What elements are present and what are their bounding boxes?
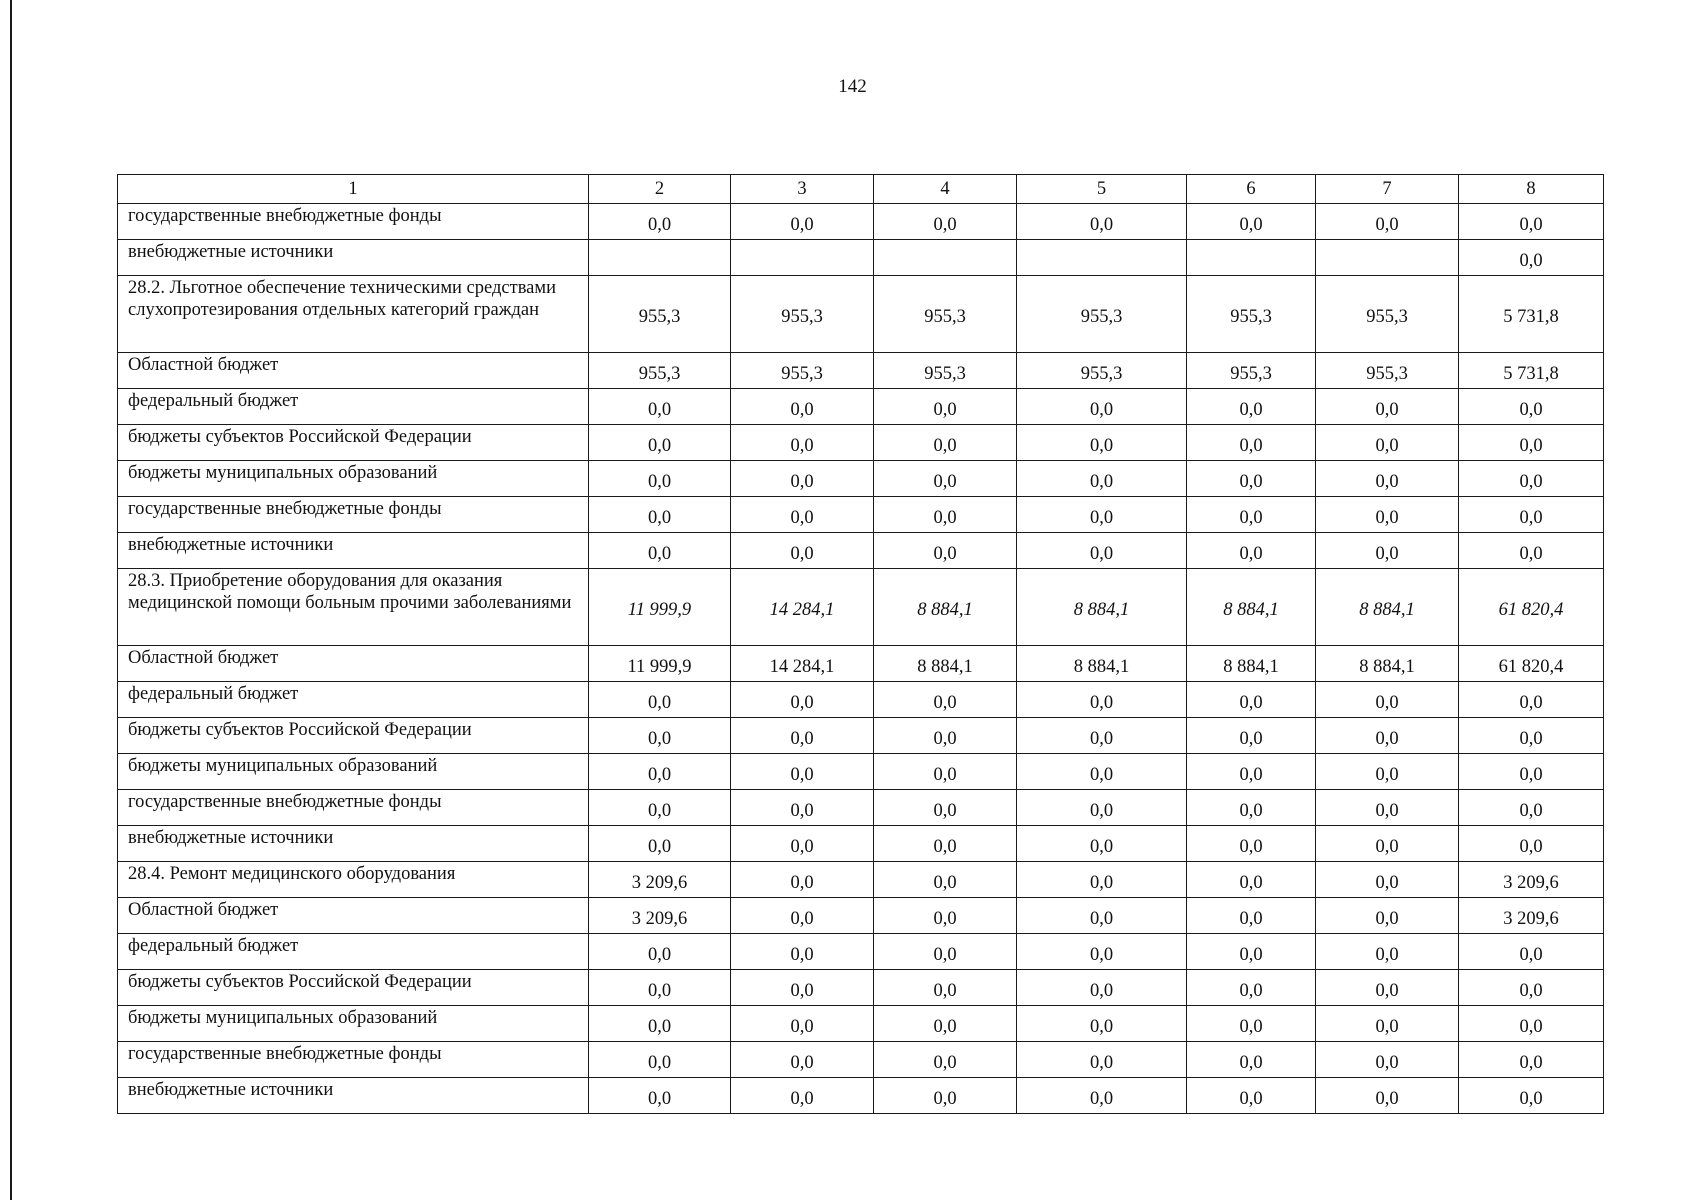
row-label: внебюджетные источники (118, 826, 589, 862)
value-cell: 0,0 (1187, 1006, 1316, 1042)
value-cell: 0,0 (1017, 1078, 1187, 1114)
value-cell: 955,3 (1017, 353, 1187, 389)
value-cell: 0,0 (1459, 1042, 1604, 1078)
value-cell: 0,0 (1316, 461, 1459, 497)
value-cell: 0,0 (1316, 497, 1459, 533)
value-cell: 61 820,4 (1459, 646, 1604, 682)
value-cell: 0,0 (589, 533, 731, 569)
value-cell: 0,0 (1459, 389, 1604, 425)
value-cell: 0,0 (1459, 970, 1604, 1006)
value-cell: 11 999,9 (589, 569, 731, 646)
row-label: федеральный бюджет (118, 682, 589, 718)
table-row (118, 970, 1604, 1006)
page-number: 142 (838, 76, 867, 97)
value-cell: 0,0 (1017, 497, 1187, 533)
value-cell: 0,0 (589, 389, 731, 425)
value-cell: 0,0 (589, 1006, 731, 1042)
row-label: 28.2. Льготное обеспечение техническими средствами слухопротезирования отдельных категорий граждан (118, 276, 589, 353)
table-row (118, 276, 1604, 353)
value-cell: 0,0 (1459, 790, 1604, 826)
value-cell: 0,0 (874, 754, 1017, 790)
value-cell: 0,0 (1017, 461, 1187, 497)
value-cell: 0,0 (731, 1006, 874, 1042)
value-cell: 0,0 (1459, 1006, 1604, 1042)
page-edge-line (10, 0, 12, 1200)
value-cell: 0,0 (1017, 682, 1187, 718)
row-label: бюджеты муниципальных образований (118, 754, 589, 790)
value-cell: 8 884,1 (1316, 569, 1459, 646)
value-cell: 0,0 (1187, 1078, 1316, 1114)
value-cell: 0,0 (589, 461, 731, 497)
value-cell: 8 884,1 (1187, 569, 1316, 646)
value-cell: 0,0 (589, 497, 731, 533)
value-cell: 0,0 (1459, 826, 1604, 862)
value-cell: 0,0 (1459, 754, 1604, 790)
value-cell: 0,0 (1187, 389, 1316, 425)
value-cell: 0,0 (1187, 461, 1316, 497)
value-cell: 0,0 (1316, 754, 1459, 790)
value-cell: 0,0 (731, 718, 874, 754)
row-label: Областной бюджет (118, 353, 589, 389)
value-cell: 0,0 (731, 389, 874, 425)
row-label: Областной бюджет (118, 898, 589, 934)
value-cell: 0,0 (589, 754, 731, 790)
value-cell: 0,0 (874, 1042, 1017, 1078)
value-cell: 8 884,1 (874, 646, 1017, 682)
value-cell: 8 884,1 (874, 569, 1017, 646)
table-row (118, 569, 1604, 646)
value-cell: 0,0 (1316, 533, 1459, 569)
table-header-row (118, 175, 1604, 204)
table-row (118, 389, 1604, 425)
value-cell: 0,0 (589, 970, 731, 1006)
value-cell: 0,0 (1187, 826, 1316, 862)
value-cell: 0,0 (874, 934, 1017, 970)
value-cell: 0,0 (1017, 790, 1187, 826)
value-cell: 14 284,1 (731, 646, 874, 682)
table-row (118, 862, 1604, 898)
value-cell: 0,0 (1316, 970, 1459, 1006)
value-cell: 0,0 (731, 754, 874, 790)
column-header: 7 (1316, 175, 1459, 204)
value-cell: 0,0 (589, 826, 731, 862)
row-label: внебюджетные источники (118, 240, 589, 276)
table-row (118, 533, 1604, 569)
row-label: внебюджетные источники (118, 533, 589, 569)
value-cell: 0,0 (1187, 1042, 1316, 1078)
value-cell: 0,0 (731, 682, 874, 718)
value-cell: 5 731,8 (1459, 353, 1604, 389)
value-cell: 0,0 (1316, 862, 1459, 898)
row-label: 28.4. Ремонт медицинского оборудования (118, 862, 589, 898)
value-cell: 0,0 (1017, 898, 1187, 934)
value-cell: 0,0 (1459, 718, 1604, 754)
value-cell: 0,0 (1459, 240, 1604, 276)
table-row (118, 754, 1604, 790)
table-row (118, 646, 1604, 682)
row-label: бюджеты субъектов Российской Федерации (118, 425, 589, 461)
value-cell: 0,0 (1316, 1006, 1459, 1042)
value-cell: 0,0 (1017, 389, 1187, 425)
value-cell: 0,0 (874, 970, 1017, 1006)
value-cell: 0,0 (1187, 425, 1316, 461)
value-cell: 0,0 (1459, 204, 1604, 240)
value-cell: 955,3 (1017, 276, 1187, 353)
value-cell: 0,0 (1187, 790, 1316, 826)
value-cell: 0,0 (1017, 826, 1187, 862)
table-row (118, 461, 1604, 497)
table-row (118, 425, 1604, 461)
value-cell: 0,0 (731, 204, 874, 240)
table-row (118, 1006, 1604, 1042)
value-cell: 0,0 (731, 790, 874, 826)
value-cell: 0,0 (1017, 754, 1187, 790)
value-cell: 0,0 (1017, 425, 1187, 461)
value-cell: 0,0 (874, 862, 1017, 898)
value-cell: 8 884,1 (1017, 646, 1187, 682)
value-cell: 955,3 (1187, 276, 1316, 353)
row-label: бюджеты муниципальных образований (118, 1006, 589, 1042)
value-cell: 0,0 (874, 204, 1017, 240)
row-label: государственные внебюджетные фонды (118, 790, 589, 826)
value-cell (589, 240, 731, 276)
value-cell: 0,0 (589, 1078, 731, 1114)
value-cell: 0,0 (589, 425, 731, 461)
value-cell: 0,0 (589, 204, 731, 240)
row-label: государственные внебюджетные фонды (118, 204, 589, 240)
value-cell (1316, 240, 1459, 276)
value-cell: 0,0 (589, 790, 731, 826)
value-cell: 0,0 (731, 1078, 874, 1114)
value-cell: 8 884,1 (1187, 646, 1316, 682)
table-row (118, 497, 1604, 533)
value-cell: 0,0 (1017, 934, 1187, 970)
row-label: государственные внебюджетные фонды (118, 1042, 589, 1078)
row-label: бюджеты субъектов Российской Федерации (118, 718, 589, 754)
value-cell: 0,0 (731, 425, 874, 461)
value-cell: 0,0 (1187, 718, 1316, 754)
value-cell: 0,0 (1316, 826, 1459, 862)
value-cell: 0,0 (1187, 754, 1316, 790)
value-cell: 3 209,6 (589, 898, 731, 934)
value-cell: 0,0 (1459, 425, 1604, 461)
value-cell: 0,0 (874, 898, 1017, 934)
column-header: 3 (731, 175, 874, 204)
table-row (118, 240, 1604, 276)
table-row (118, 1042, 1604, 1078)
column-header: 6 (1187, 175, 1316, 204)
value-cell: 955,3 (1316, 353, 1459, 389)
value-cell (874, 240, 1017, 276)
column-header: 5 (1017, 175, 1187, 204)
table-row (118, 204, 1604, 240)
value-cell: 0,0 (1187, 497, 1316, 533)
value-cell: 0,0 (731, 497, 874, 533)
value-cell: 0,0 (1459, 533, 1604, 569)
value-cell: 955,3 (731, 353, 874, 389)
value-cell: 14 284,1 (731, 569, 874, 646)
row-label: государственные внебюджетные фонды (118, 497, 589, 533)
value-cell: 955,3 (731, 276, 874, 353)
value-cell (1017, 240, 1187, 276)
value-cell: 0,0 (874, 533, 1017, 569)
value-cell: 0,0 (1316, 425, 1459, 461)
row-label: 28.3. Приобретение оборудования для оказания медицинской помощи больным прочими заболеваниями (118, 569, 589, 646)
value-cell: 0,0 (1017, 970, 1187, 1006)
value-cell: 955,3 (1316, 276, 1459, 353)
table-row (118, 718, 1604, 754)
value-cell: 0,0 (1017, 533, 1187, 569)
value-cell: 955,3 (589, 353, 731, 389)
value-cell: 0,0 (1316, 682, 1459, 718)
value-cell: 955,3 (589, 276, 731, 353)
value-cell: 0,0 (874, 425, 1017, 461)
value-cell: 11 999,9 (589, 646, 731, 682)
value-cell: 955,3 (1187, 353, 1316, 389)
column-header: 8 (1459, 175, 1604, 204)
row-label: бюджеты субъектов Российской Федерации (118, 970, 589, 1006)
value-cell: 0,0 (874, 1006, 1017, 1042)
value-cell: 0,0 (731, 461, 874, 497)
value-cell: 0,0 (874, 1078, 1017, 1114)
budget-table-body (118, 175, 1604, 1114)
table-row (118, 898, 1604, 934)
value-cell: 0,0 (1187, 682, 1316, 718)
row-label: федеральный бюджет (118, 934, 589, 970)
budget-table (117, 174, 1604, 1114)
value-cell: 0,0 (1316, 204, 1459, 240)
value-cell: 0,0 (1316, 898, 1459, 934)
value-cell: 0,0 (731, 826, 874, 862)
value-cell: 0,0 (1187, 934, 1316, 970)
table-row (118, 790, 1604, 826)
value-cell: 0,0 (1187, 533, 1316, 569)
value-cell: 3 209,6 (589, 862, 731, 898)
value-cell: 3 209,6 (1459, 862, 1604, 898)
value-cell: 8 884,1 (1316, 646, 1459, 682)
value-cell: 0,0 (1017, 1042, 1187, 1078)
value-cell: 0,0 (874, 497, 1017, 533)
value-cell: 0,0 (874, 461, 1017, 497)
value-cell: 0,0 (1017, 862, 1187, 898)
value-cell: 5 731,8 (1459, 276, 1604, 353)
value-cell (1187, 240, 1316, 276)
table-row (118, 1078, 1604, 1114)
value-cell (731, 240, 874, 276)
value-cell: 0,0 (731, 934, 874, 970)
value-cell: 0,0 (874, 389, 1017, 425)
value-cell: 0,0 (1459, 1078, 1604, 1114)
value-cell: 0,0 (731, 1042, 874, 1078)
value-cell: 0,0 (1316, 718, 1459, 754)
value-cell: 0,0 (1017, 718, 1187, 754)
value-cell: 8 884,1 (1017, 569, 1187, 646)
value-cell: 0,0 (874, 790, 1017, 826)
value-cell: 0,0 (731, 862, 874, 898)
row-label: Областной бюджет (118, 646, 589, 682)
value-cell: 0,0 (1017, 204, 1187, 240)
value-cell: 0,0 (1187, 970, 1316, 1006)
value-cell: 0,0 (1316, 1078, 1459, 1114)
value-cell: 955,3 (874, 353, 1017, 389)
value-cell: 0,0 (589, 1042, 731, 1078)
column-header: 4 (874, 175, 1017, 204)
value-cell: 0,0 (1316, 1042, 1459, 1078)
row-label: федеральный бюджет (118, 389, 589, 425)
value-cell: 0,0 (1187, 204, 1316, 240)
value-cell: 0,0 (1316, 790, 1459, 826)
value-cell: 0,0 (731, 970, 874, 1006)
value-cell: 0,0 (731, 898, 874, 934)
value-cell: 955,3 (874, 276, 1017, 353)
value-cell: 0,0 (874, 826, 1017, 862)
value-cell: 0,0 (1459, 497, 1604, 533)
value-cell: 0,0 (731, 533, 874, 569)
table-row (118, 826, 1604, 862)
value-cell: 0,0 (589, 682, 731, 718)
table-row (118, 934, 1604, 970)
value-cell: 3 209,6 (1459, 898, 1604, 934)
table-row (118, 353, 1604, 389)
value-cell: 0,0 (589, 718, 731, 754)
row-label: внебюджетные источники (118, 1078, 589, 1114)
value-cell: 0,0 (1017, 1006, 1187, 1042)
column-header: 1 (118, 175, 589, 204)
value-cell: 0,0 (1316, 934, 1459, 970)
value-cell: 0,0 (1459, 934, 1604, 970)
value-cell: 0,0 (1459, 461, 1604, 497)
value-cell: 0,0 (1187, 898, 1316, 934)
row-label: бюджеты муниципальных образований (118, 461, 589, 497)
value-cell: 0,0 (589, 934, 731, 970)
value-cell: 0,0 (874, 682, 1017, 718)
column-header: 2 (589, 175, 731, 204)
value-cell: 0,0 (874, 718, 1017, 754)
value-cell: 0,0 (1316, 389, 1459, 425)
table-row (118, 682, 1604, 718)
value-cell: 61 820,4 (1459, 569, 1604, 646)
value-cell: 0,0 (1459, 682, 1604, 718)
value-cell: 0,0 (1187, 862, 1316, 898)
